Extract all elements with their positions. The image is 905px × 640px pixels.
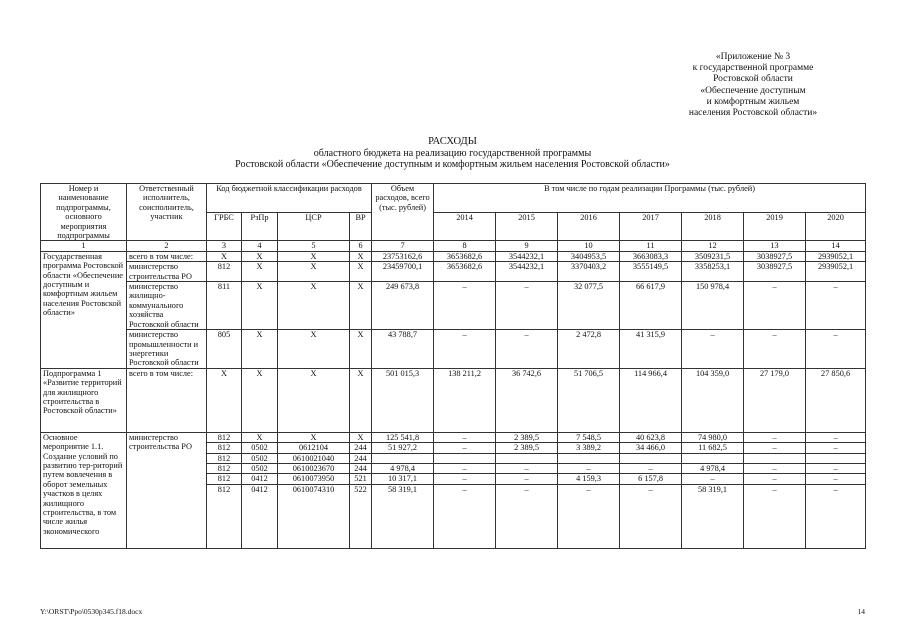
title-line: РАСХОДЫ: [428, 136, 477, 147]
col-number: 1: [41, 241, 127, 251]
csr-cell: 0610023670: [278, 463, 350, 473]
vr-cell: 244: [350, 443, 372, 453]
year-cell: 3544232,1: [496, 251, 558, 261]
year-cell: 3404953,5: [558, 251, 620, 261]
vr-cell: 521: [350, 474, 372, 484]
total-cell: 501 015,3: [372, 368, 434, 432]
header-executor: Ответственный исполнитель, соисполнитель, участник: [127, 184, 207, 241]
col-number: 9: [496, 241, 558, 251]
table-row: [41, 251, 866, 261]
year-cell: –: [558, 463, 620, 473]
year-cell: 7 548,5: [558, 432, 620, 442]
csr-cell: 0610073950: [278, 474, 350, 484]
year-cell: [434, 453, 496, 463]
annex-line: «Приложение № 3: [715, 52, 791, 62]
table-row: [41, 262, 866, 282]
program-name: Государственная программа Ростовской области «Обеспечение доступным и комфортным жильем населения Ростовской области»: [41, 251, 127, 368]
grbs-cell: 812: [207, 463, 242, 473]
header-volume: Объем расходов, всего (тыс. рублей): [372, 184, 434, 241]
rzpr-cell: 0502: [242, 453, 278, 463]
executor-cell: министерство строительства РО: [127, 432, 207, 548]
year-cell: –: [744, 463, 806, 473]
year-cell: –: [744, 484, 806, 548]
year-cell: –: [682, 474, 744, 484]
annex-line: Ростовской области: [713, 74, 793, 85]
annex-line: и комфортным жильем: [706, 96, 800, 107]
rzpr-cell: 0502: [242, 463, 278, 473]
header-code-group: Код бюджетной классификации расходов: [207, 184, 372, 213]
csr-cell: 0610074310: [278, 484, 350, 548]
rzpr-cell: X: [242, 262, 278, 282]
year-cell: –: [434, 463, 496, 473]
vr-cell: 522: [350, 484, 372, 548]
year-cell: –: [434, 474, 496, 484]
rzpr-cell: X: [242, 432, 278, 442]
col-number: 4: [242, 241, 278, 251]
year-cell: 66 617,9: [620, 282, 682, 330]
year-cell: 2939052,1: [806, 251, 866, 261]
rzpr-cell: 0412: [242, 474, 278, 484]
annex-line: населения Ростовской области»: [688, 108, 818, 119]
executor-cell: министерство жилищно-коммунального хозяйства Ростовской области: [127, 282, 207, 330]
grbs-cell: X: [207, 368, 242, 432]
header-year: 2020: [806, 212, 866, 241]
vr-cell: X: [350, 330, 372, 369]
rzpr-cell: 0412: [242, 484, 278, 548]
grbs-cell: 812: [207, 453, 242, 463]
year-cell: 138 211,2: [434, 368, 496, 432]
vr-cell: X: [350, 432, 372, 442]
executor-cell: министерство строительства РО: [127, 262, 207, 282]
year-cell: 3653682,6: [434, 251, 496, 261]
year-cell: 104 359,0: [682, 368, 744, 432]
year-cell: 11 682,5: [682, 443, 744, 453]
vr-cell: X: [350, 262, 372, 282]
year-cell: 36 742,6: [496, 368, 558, 432]
col-number: 3: [207, 241, 242, 251]
vr-cell: X: [350, 282, 372, 330]
header-csr: ЦСР: [278, 212, 350, 241]
csr-cell: X: [278, 368, 350, 432]
year-cell: –: [496, 484, 558, 548]
expenses-table: [40, 183, 866, 549]
total-cell: 58 319,1: [372, 484, 434, 548]
year-cell: 3038927,5: [744, 262, 806, 282]
csr-cell: X: [278, 282, 350, 330]
rzpr-cell: X: [242, 330, 278, 369]
col-number: 14: [806, 241, 866, 251]
year-cell: –: [620, 463, 682, 473]
year-cell: 150 978,4: [682, 282, 744, 330]
header-year: 2014: [434, 212, 496, 241]
rzpr-cell: 0502: [242, 443, 278, 453]
file-path: Y:\ORST\Ppo\0530p345.f18.docx: [40, 607, 143, 616]
year-cell: 3038927,5: [744, 251, 806, 261]
year-cell: –: [744, 282, 806, 330]
title-line: Ростовской области «Обеспечение доступным и комфортным жильем населения Ростовской области»: [235, 159, 670, 170]
year-cell: –: [744, 443, 806, 453]
year-cell: 27 179,0: [744, 368, 806, 432]
year-cell: –: [496, 282, 558, 330]
year-cell: 41 315,9: [620, 330, 682, 369]
vr-cell: 244: [350, 463, 372, 473]
year-cell: [744, 453, 806, 463]
year-cell: 4 978,4: [682, 463, 744, 473]
table-row: [41, 432, 866, 442]
total-cell: 10 317,1: [372, 474, 434, 484]
annex-line: к государственной программе: [692, 63, 814, 74]
header-year: 2015: [496, 212, 558, 241]
header-year: 2018: [682, 212, 744, 241]
year-cell: –: [496, 474, 558, 484]
total-cell: 23459700,1: [372, 262, 434, 282]
year-cell: [496, 453, 558, 463]
year-cell: 58 319,1: [682, 484, 744, 548]
grbs-cell: 805: [207, 330, 242, 369]
executor-cell: всего в том числе:: [127, 251, 207, 261]
year-cell: –: [434, 432, 496, 442]
header-year: 2016: [558, 212, 620, 241]
total-cell: 249 673,8: [372, 282, 434, 330]
year-cell: –: [434, 330, 496, 369]
year-cell: 6 157,8: [620, 474, 682, 484]
grbs-cell: 812: [207, 262, 242, 282]
year-cell: –: [744, 474, 806, 484]
year-cell: –: [434, 282, 496, 330]
year-cell: –: [806, 282, 866, 330]
year-cell: 74 980,0: [682, 432, 744, 442]
header-vr: ВР: [350, 212, 372, 241]
year-cell: [620, 453, 682, 463]
rzpr-cell: X: [242, 368, 278, 432]
col-number: 10: [558, 241, 620, 251]
csr-cell: X: [278, 251, 350, 261]
year-cell: –: [496, 463, 558, 473]
year-cell: –: [806, 463, 866, 473]
year-cell: –: [434, 484, 496, 548]
year-cell: 3653682,6: [434, 262, 496, 282]
title-line: областного бюджета на реализацию государственной программы: [313, 147, 592, 159]
vr-cell: X: [350, 251, 372, 261]
csr-cell: 0612104: [278, 443, 350, 453]
column-number-row: [41, 241, 866, 251]
rzpr-cell: X: [242, 282, 278, 330]
year-cell: 3 389,2: [558, 443, 620, 453]
col-number: 2: [127, 241, 207, 251]
annex-block: [653, 52, 853, 119]
table-row: [41, 282, 866, 330]
col-number: 12: [682, 241, 744, 251]
year-cell: –: [806, 330, 866, 369]
header-rzpr: РзПр: [242, 212, 278, 241]
grbs-cell: X: [207, 251, 242, 261]
table-row: [41, 330, 866, 369]
year-cell: –: [558, 484, 620, 548]
total-cell: 51 927,2: [372, 443, 434, 453]
header-grbs: ГРБС: [207, 212, 242, 241]
total-cell: 23753162,6: [372, 251, 434, 261]
year-cell: –: [806, 484, 866, 548]
year-cell: 4 159,3: [558, 474, 620, 484]
executor-cell: всего в том числе:: [127, 368, 207, 432]
page-number: 14: [857, 607, 865, 616]
total-cell: 4 978,4: [372, 463, 434, 473]
year-cell: –: [620, 484, 682, 548]
executor-cell: министерство промышленности и энергетики Ростовской области: [127, 330, 207, 369]
measure-name: Основное мероприятие 1.1. Создание условий по развитию тер-риторий путем вовлечения в оборот земельных участков в целях жилищного строительства, в том числе жилья экономического: [41, 432, 127, 548]
year-cell: 40 623,8: [620, 432, 682, 442]
vr-cell: 244: [350, 453, 372, 463]
year-cell: 2939052,1: [806, 262, 866, 282]
year-cell: –: [806, 432, 866, 442]
col-number: 8: [434, 241, 496, 251]
total-cell: [372, 453, 434, 463]
year-cell: 3370403,2: [558, 262, 620, 282]
year-cell: 3509231,5: [682, 251, 744, 261]
year-cell: 2 389,5: [496, 432, 558, 442]
year-cell: –: [744, 432, 806, 442]
year-cell: –: [806, 443, 866, 453]
header-row: [41, 184, 866, 213]
col-number: 5: [278, 241, 350, 251]
grbs-cell: 811: [207, 282, 242, 330]
subprogram-name: Подпрограмма 1 «Развитие территорий для жилищного строительства в Ростовской области»: [41, 368, 127, 432]
grbs-cell: 812: [207, 443, 242, 453]
grbs-cell: 812: [207, 484, 242, 548]
csr-cell: X: [278, 330, 350, 369]
col-number: 11: [620, 241, 682, 251]
year-cell: 3358253,1: [682, 262, 744, 282]
header-years-group: В том числе по годам реализации Программы (тыс. рублей): [434, 184, 866, 213]
year-cell: 3555149,5: [620, 262, 682, 282]
header-year: 2017: [620, 212, 682, 241]
header-name: Номер и наименование подпрограммы, основного мероприятия подпрограммы: [41, 184, 127, 241]
year-cell: 27 850,6: [806, 368, 866, 432]
grbs-cell: 812: [207, 474, 242, 484]
year-cell: 114 966,4: [620, 368, 682, 432]
table-row: [41, 368, 866, 432]
rzpr-cell: X: [242, 251, 278, 261]
vr-cell: X: [350, 368, 372, 432]
year-cell: 32 077,5: [558, 282, 620, 330]
year-cell: 34 466,0: [620, 443, 682, 453]
annex-line: «Обеспечение доступным: [700, 85, 806, 96]
total-cell: 125 541,8: [372, 432, 434, 442]
col-number: 7: [372, 241, 434, 251]
year-cell: [682, 453, 744, 463]
year-cell: 2 389,5: [496, 443, 558, 453]
year-cell: –: [496, 330, 558, 369]
year-cell: 3663083,3: [620, 251, 682, 261]
year-cell: –: [744, 330, 806, 369]
year-cell: 51 706,5: [558, 368, 620, 432]
header-year: 2019: [744, 212, 806, 241]
grbs-cell: 812: [207, 432, 242, 442]
year-cell: –: [806, 474, 866, 484]
year-cell: [558, 453, 620, 463]
year-cell: –: [434, 443, 496, 453]
total-cell: 43 788,7: [372, 330, 434, 369]
col-number: 13: [744, 241, 806, 251]
document-title: [0, 136, 905, 171]
csr-cell: 0610021040: [278, 453, 350, 463]
year-cell: 2 472,8: [558, 330, 620, 369]
year-cell: [806, 453, 866, 463]
csr-cell: X: [278, 262, 350, 282]
year-cell: 3544232,1: [496, 262, 558, 282]
csr-cell: X: [278, 432, 350, 442]
col-number: 6: [350, 241, 372, 251]
year-cell: –: [682, 330, 744, 369]
